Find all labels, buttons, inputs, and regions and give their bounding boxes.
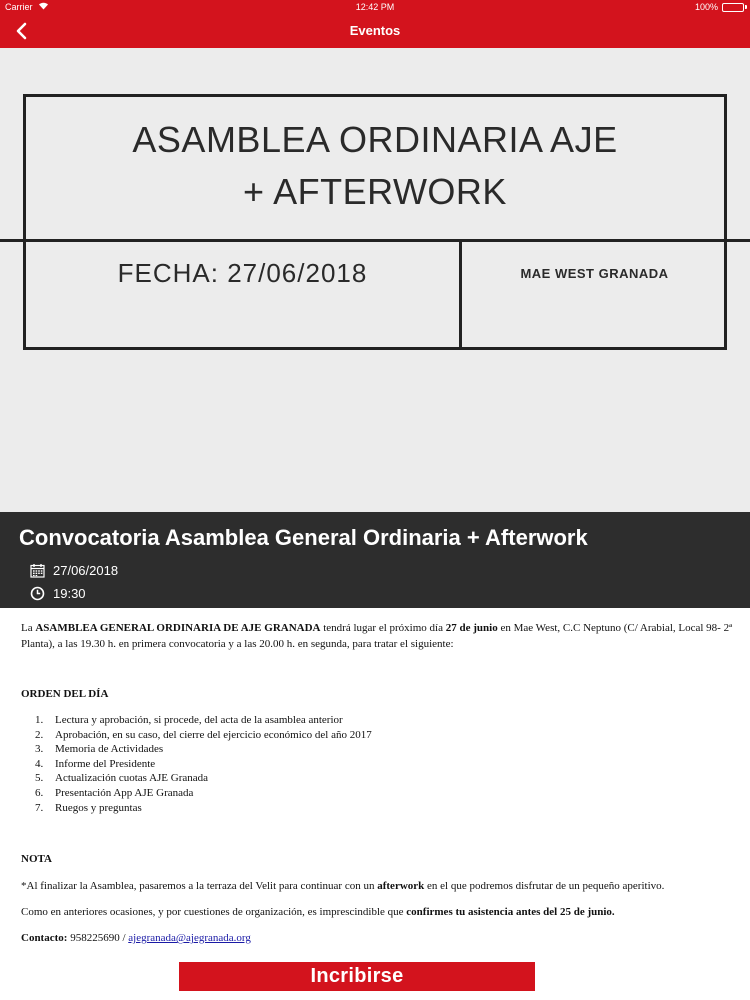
battery-percent: 100% bbox=[694, 2, 718, 12]
carrier-label: Carrier bbox=[5, 2, 33, 12]
list-item: 6. Presentación App AJE Granada bbox=[35, 786, 194, 799]
contact-line bbox=[21, 930, 733, 946]
event-date: 27/06/2018 bbox=[53, 563, 119, 578]
event-date-row bbox=[30, 563, 118, 578]
event-title: Convocatoria Asamblea General Ordinaria + Afterwork bbox=[19, 525, 588, 550]
event-time: 19:30 bbox=[53, 586, 86, 601]
assembly-name: ASAMBLEA GENERAL ORDINARIA DE AJE GRANADA bbox=[35, 622, 321, 634]
assembly-date: 27 de junio bbox=[445, 622, 498, 634]
battery-tip bbox=[745, 5, 747, 9]
back-button[interactable] bbox=[8, 18, 34, 44]
contact-phone: 958225690 / bbox=[67, 932, 129, 945]
list-item: 7. Ruegos y preguntas bbox=[35, 801, 142, 814]
clock-icon bbox=[30, 586, 45, 601]
list-item: 5. Actualización cuotas AJE Granada bbox=[35, 772, 209, 785]
banner-date: FECHA: 27/06/2018 bbox=[117, 258, 368, 288]
banner-divider-vertical bbox=[459, 239, 462, 350]
signup-button[interactable]: Incribirse bbox=[179, 962, 535, 991]
event-time-row bbox=[30, 586, 86, 601]
event-banner-image bbox=[0, 48, 750, 512]
agenda-title: ORDEN DEL DÍA bbox=[21, 688, 109, 700]
banner-divider-horizontal bbox=[0, 239, 750, 242]
status-bar bbox=[0, 0, 750, 14]
battery-icon bbox=[722, 3, 744, 12]
list-item: 4. Informe del Presidente bbox=[35, 757, 156, 770]
intro-paragraph: La ASAMBLEA GENERAL ORDINARIA DE AJE GRANADA tendrá lugar el próximo día 27 de junio en Mae West, C.C Neptuno (C/ Arabial, Local 98- 2ª Planta), a las 19.30 h. en primera convocatoria y a las 20.00 h. en segunda, para tratar el siguiente: bbox=[21, 622, 733, 650]
note-title: NOTA bbox=[21, 853, 52, 866]
nav-title: Eventos bbox=[349, 23, 401, 38]
list-item: 3. Memoria de Actividades bbox=[35, 743, 164, 756]
event-header bbox=[0, 512, 750, 608]
chevron-left-icon bbox=[14, 22, 28, 40]
event-description bbox=[21, 620, 733, 946]
contact-label: Contacto: bbox=[21, 932, 68, 945]
list-item: 1. Lectura y aprobación, si procede, del acta de la asamblea anterior bbox=[35, 714, 343, 726]
list-item: 2. Aprobación, en su caso, del cierre del ejercicio económico del año 2017 bbox=[35, 728, 372, 741]
status-time: 12:42 PM bbox=[355, 2, 395, 12]
banner-headline-line2: + AFTERWORK bbox=[243, 171, 507, 212]
confirmation-paragraph: Como en anteriores ocasiones, y por cuestiones de organización, es imprescindible que confirmes tu asistencia antes del 25 de junio. bbox=[21, 906, 615, 919]
navigation-bar bbox=[0, 14, 750, 48]
banner-headline bbox=[23, 114, 727, 218]
note-paragraph: *Al finalizar la Asamblea, pasaremos a la terraza del Velit para continuar con un afterwork en el que podremos disfrutar de un pequeño aperitivo. bbox=[21, 880, 665, 893]
banner-headline-line1: ASAMBLEA ORDINARIA AJE bbox=[132, 119, 618, 160]
agenda-list bbox=[21, 713, 733, 815]
banner-venue: MAE WEST GRANADA bbox=[520, 266, 669, 281]
contact-email-link[interactable]: ajegranada@ajegranada.org bbox=[128, 932, 251, 945]
calendar-icon bbox=[30, 563, 45, 578]
